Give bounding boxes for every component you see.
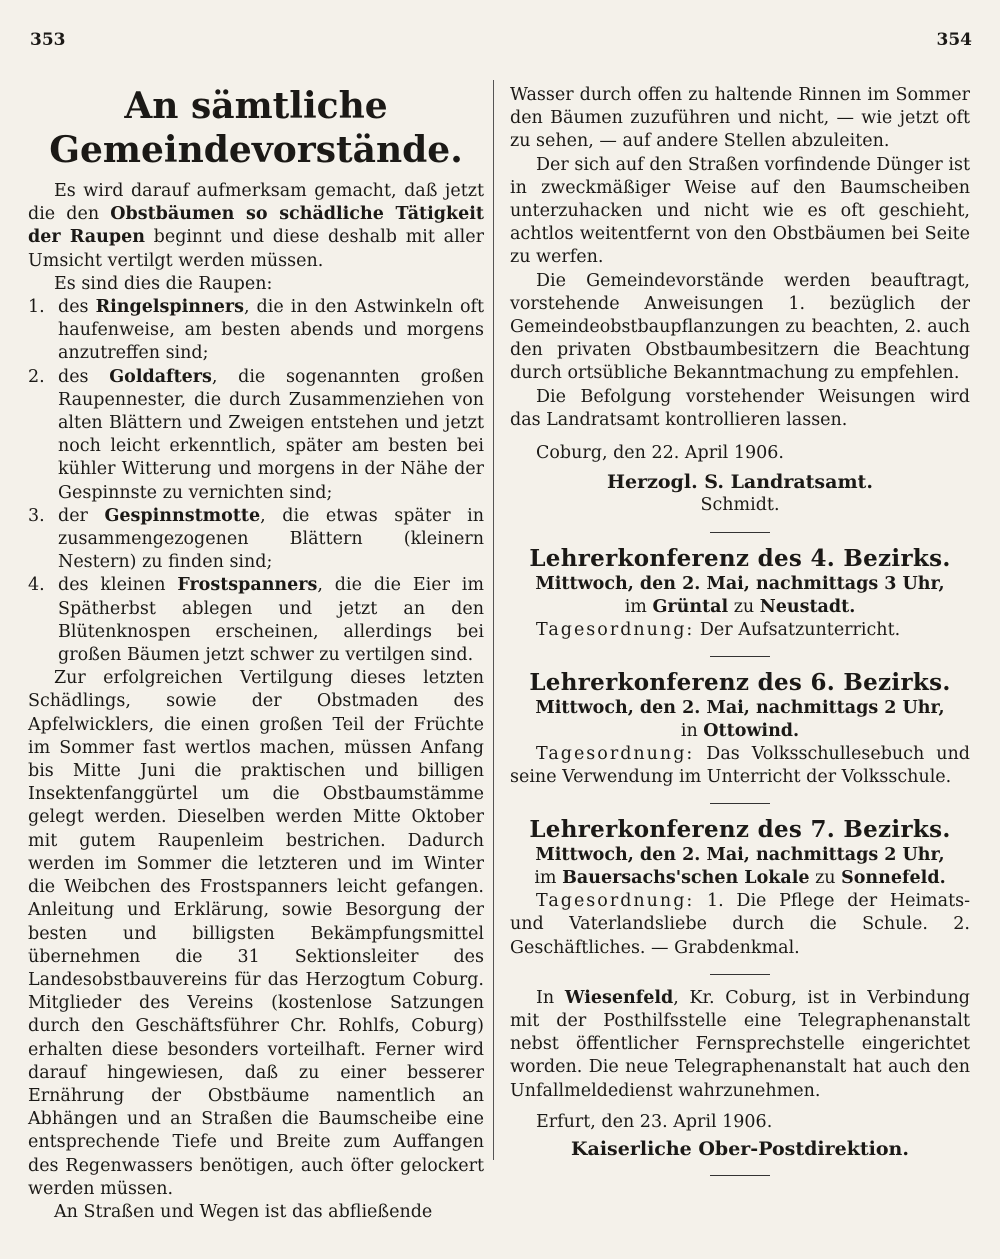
agenda-text: Das Volksschullesebuch und seine Verwendung im Unterricht der Volksschule. xyxy=(510,743,970,788)
conference-7-heading: Lehrerkonferenz des 7. Bezirks. xyxy=(529,816,951,844)
list-item-post: , die in den Astwinkeln oft haufenweise, am besten abends und morgens anzutreffen sind; xyxy=(58,297,484,364)
list-item-bold: Gespinnstmotte xyxy=(104,505,261,526)
continued-paragraph: Wasser durch offen zu haltende Rinnen im Sommer den Bäumen zuzuführen und nicht, — wie jetzt oft zu sehen, — auf andere Stellen abzuleiten. xyxy=(510,85,970,152)
location-pre: in xyxy=(680,720,704,741)
section-divider xyxy=(710,974,770,975)
conference-4-heading: Lehrerkonferenz des 4. Bezirks. xyxy=(529,544,951,572)
dung-paragraph: Der sich auf den Straßen vorfindende Dünger ist in zweckmäßiger Weise auf den Baumscheiben unterzuhacken und nicht wie es oft geschieht, achtlos weitentfernt von den Obstbäumen bei Seite zu werfen. xyxy=(510,154,970,268)
list-item-bold: Frostspanners xyxy=(177,575,318,596)
intro-text-post: beginnt und diese deshalb mit aller Umsicht vertilgt werden müssen. xyxy=(28,227,484,271)
right-column xyxy=(510,84,970,1188)
telegraph-place: Wiesenfeld xyxy=(564,987,674,1008)
location-mid: zu xyxy=(809,868,842,889)
location-venue: Bauersachs'schen Lokale xyxy=(562,868,810,889)
page-number-right: 354 xyxy=(936,30,972,50)
page-number-left: 353 xyxy=(30,30,66,50)
location-mid: zu xyxy=(728,596,760,617)
section-divider xyxy=(710,532,770,533)
list-item xyxy=(28,366,484,505)
list-item-pre: des xyxy=(58,366,110,387)
list-item-pre: der xyxy=(58,505,105,526)
body-paragraph-continued: An Straßen und Wegen ist das abfließende xyxy=(54,1201,433,1222)
location-venue: Grüntal xyxy=(652,596,729,617)
agenda-label: Tagesordnung: xyxy=(536,891,695,912)
conference-4-location xyxy=(510,596,970,619)
list-item-text xyxy=(58,366,484,505)
list-item xyxy=(28,574,484,667)
list-item-bold: Ringelspinners xyxy=(95,297,244,318)
location-town: Neustadt. xyxy=(759,596,856,617)
issuing-authority: Herzogl. S. Landratsamt. xyxy=(607,471,873,494)
conference-6-location xyxy=(510,720,970,743)
section-divider xyxy=(710,803,770,804)
conference-4-time: Mittwoch, den 2. Mai, nachmittags 3 Uhr, xyxy=(535,573,945,594)
compliance-paragraph: Die Befolgung vorstehender Weisungen wird das Landratsamt kontrollieren lassen. xyxy=(510,386,970,430)
notice-title-line1: An sämtliche xyxy=(124,85,388,127)
list-item-post: , die sogenannten großen Raupennester, die durch Zusammenziehen von alten Blättern und Zweigen entstehen und jetzt noch leicht erkenntlich, später am besten bei kühler Witterung und morgens in der Nähe der Gespinnste zu vernichten sind; xyxy=(58,366,485,503)
agenda-label: Tagesordnung: xyxy=(536,619,695,640)
conference-6-heading: Lehrerkonferenz des 6. Bezirks. xyxy=(529,668,951,696)
place-date: Erfurt, den 23. April 1906. xyxy=(536,1111,773,1132)
column-divider xyxy=(493,80,494,1160)
list-intro: Es sind dies die Raupen: xyxy=(54,273,273,294)
conference-6-agenda xyxy=(510,743,970,789)
telegraph-post: , Kr. Coburg, ist in Verbindung mit der Posthilfsstelle eine Telegraphenanstalt nebst öffentlicher Fernsprechstelle eingerichtet worden. Die neue Telegraphenanstalt hat auch den Unfallmeldedienst wahrzunehmen. xyxy=(510,987,971,1101)
body-paragraph: Zur erfolgreichen Vertilgung dieses letzten Schädlings, sowie der Obstmaden des Apfelwicklers, die einen großen Teil der Früchte im Sommer fast wertlos machen, müssen Anfang bis Mitte Juni die praktischen und billigen Insektenfanggürtel um die Obstbaumstämme gelegt werden. Dieselben werden Mitte Oktober mit gutem Raupenleim bestrichen. Dadurch werden im Sommer die letzteren und im Winter die Weibchen des Frostspanners leicht gefangen. Anleitung und Erklärung, sowie Besorgung der besten und billigsten Bekämpfungsmittel übernehmen die 31 Sektionsleiter des Landesobstbauvereins für das Herzogtum Coburg. Mitglieder des Vereins (kostenlose Satzungen durch den Geschäftsführer Chr. Rohlfs, Coburg) erhalten diese besonders vorteilhaft. Ferner wird darauf hingewiesen, daß zu einer besserer Ernährung der Obstbäume namentlich an Abhängen und an Straßen die Baumscheibe eine entsprechende Tiefe und Breite zum Auffangen des Regenwassers benötigen, auch öfter gelockert werden müssen. xyxy=(28,668,484,1199)
section-divider xyxy=(710,1175,770,1176)
telegraph-notice xyxy=(510,987,970,1103)
agenda-text: Der Aufsatzunterricht. xyxy=(694,619,901,640)
conference-7-location xyxy=(510,867,970,890)
list-item-text xyxy=(58,505,484,575)
left-column xyxy=(28,84,484,1224)
location-town: Ottowind. xyxy=(703,720,800,741)
conference-7-time: Mittwoch, den 2. Mai, nachmittags 2 Uhr, xyxy=(535,845,945,866)
telegraph-pre: In xyxy=(536,987,565,1008)
intro-text-bold: Obstbäumen so schädliche Tätigkeit der Raupen xyxy=(28,204,484,248)
intro-text-pre: Es wird darauf aufmerksam gemacht, daß jetzt die den xyxy=(28,181,484,225)
intro-paragraph xyxy=(28,180,484,273)
location-pre: im xyxy=(534,868,563,889)
agenda-text: 1. Die Pflege der Heimats- und Vaterlandsliebe durch die Schule. 2. Geschäftliches. — Grabdenkmal. xyxy=(510,891,970,958)
list-item xyxy=(28,505,484,575)
signature: Schmidt. xyxy=(700,495,780,516)
notice-title xyxy=(28,84,484,172)
list-item-pre: des xyxy=(58,297,96,318)
conference-7-agenda xyxy=(510,890,970,960)
conference-4-agenda xyxy=(510,619,970,642)
location-pre: im xyxy=(624,596,653,617)
instruction-paragraph: Die Gemeindevorstände werden beauftragt, vorstehende Anweisungen 1. bezüglich der Gemeindeobstbaupflanzungen zu beachten, 2. auch den privaten Obstbaumbesitzern die Beachtung durch ortsübliche Bekanntmachung zu empfehlen. xyxy=(510,270,970,384)
list-item-post: , die die Eier im Spätherbst ablegen und jetzt an den Blütenknospen erscheinen, allerdings bei großen Bäumen jetzt schwer zu vertilgen sind. xyxy=(58,575,484,666)
section-divider xyxy=(710,656,770,657)
list-item-text xyxy=(58,574,484,667)
conference-6-time: Mittwoch, den 2. Mai, nachmittags 2 Uhr, xyxy=(535,697,945,718)
list-item-number: 1. xyxy=(28,297,45,318)
list-item-number: 3. xyxy=(28,505,45,526)
notice-title-line2: Gemeindevorstände. xyxy=(49,129,463,171)
issuing-authority: Kaiserliche Ober-Postdirektion. xyxy=(571,1138,909,1161)
list-item-bold: Goldafters xyxy=(109,366,212,387)
list-item xyxy=(28,296,484,366)
agenda-label: Tagesordnung: xyxy=(536,743,695,764)
place-date: Coburg, den 22. April 1906. xyxy=(536,443,784,464)
list-item-pre: des kleinen xyxy=(58,575,178,596)
list-item-text xyxy=(58,296,484,366)
list-item-number: 4. xyxy=(28,575,45,596)
list-item-post: , die etwas später in zusammengezogenen Blättern (kleinern Nestern) zu finden sind; xyxy=(58,505,484,573)
location-town: Sonnefeld. xyxy=(841,868,946,889)
list-item-number: 2. xyxy=(28,366,45,387)
